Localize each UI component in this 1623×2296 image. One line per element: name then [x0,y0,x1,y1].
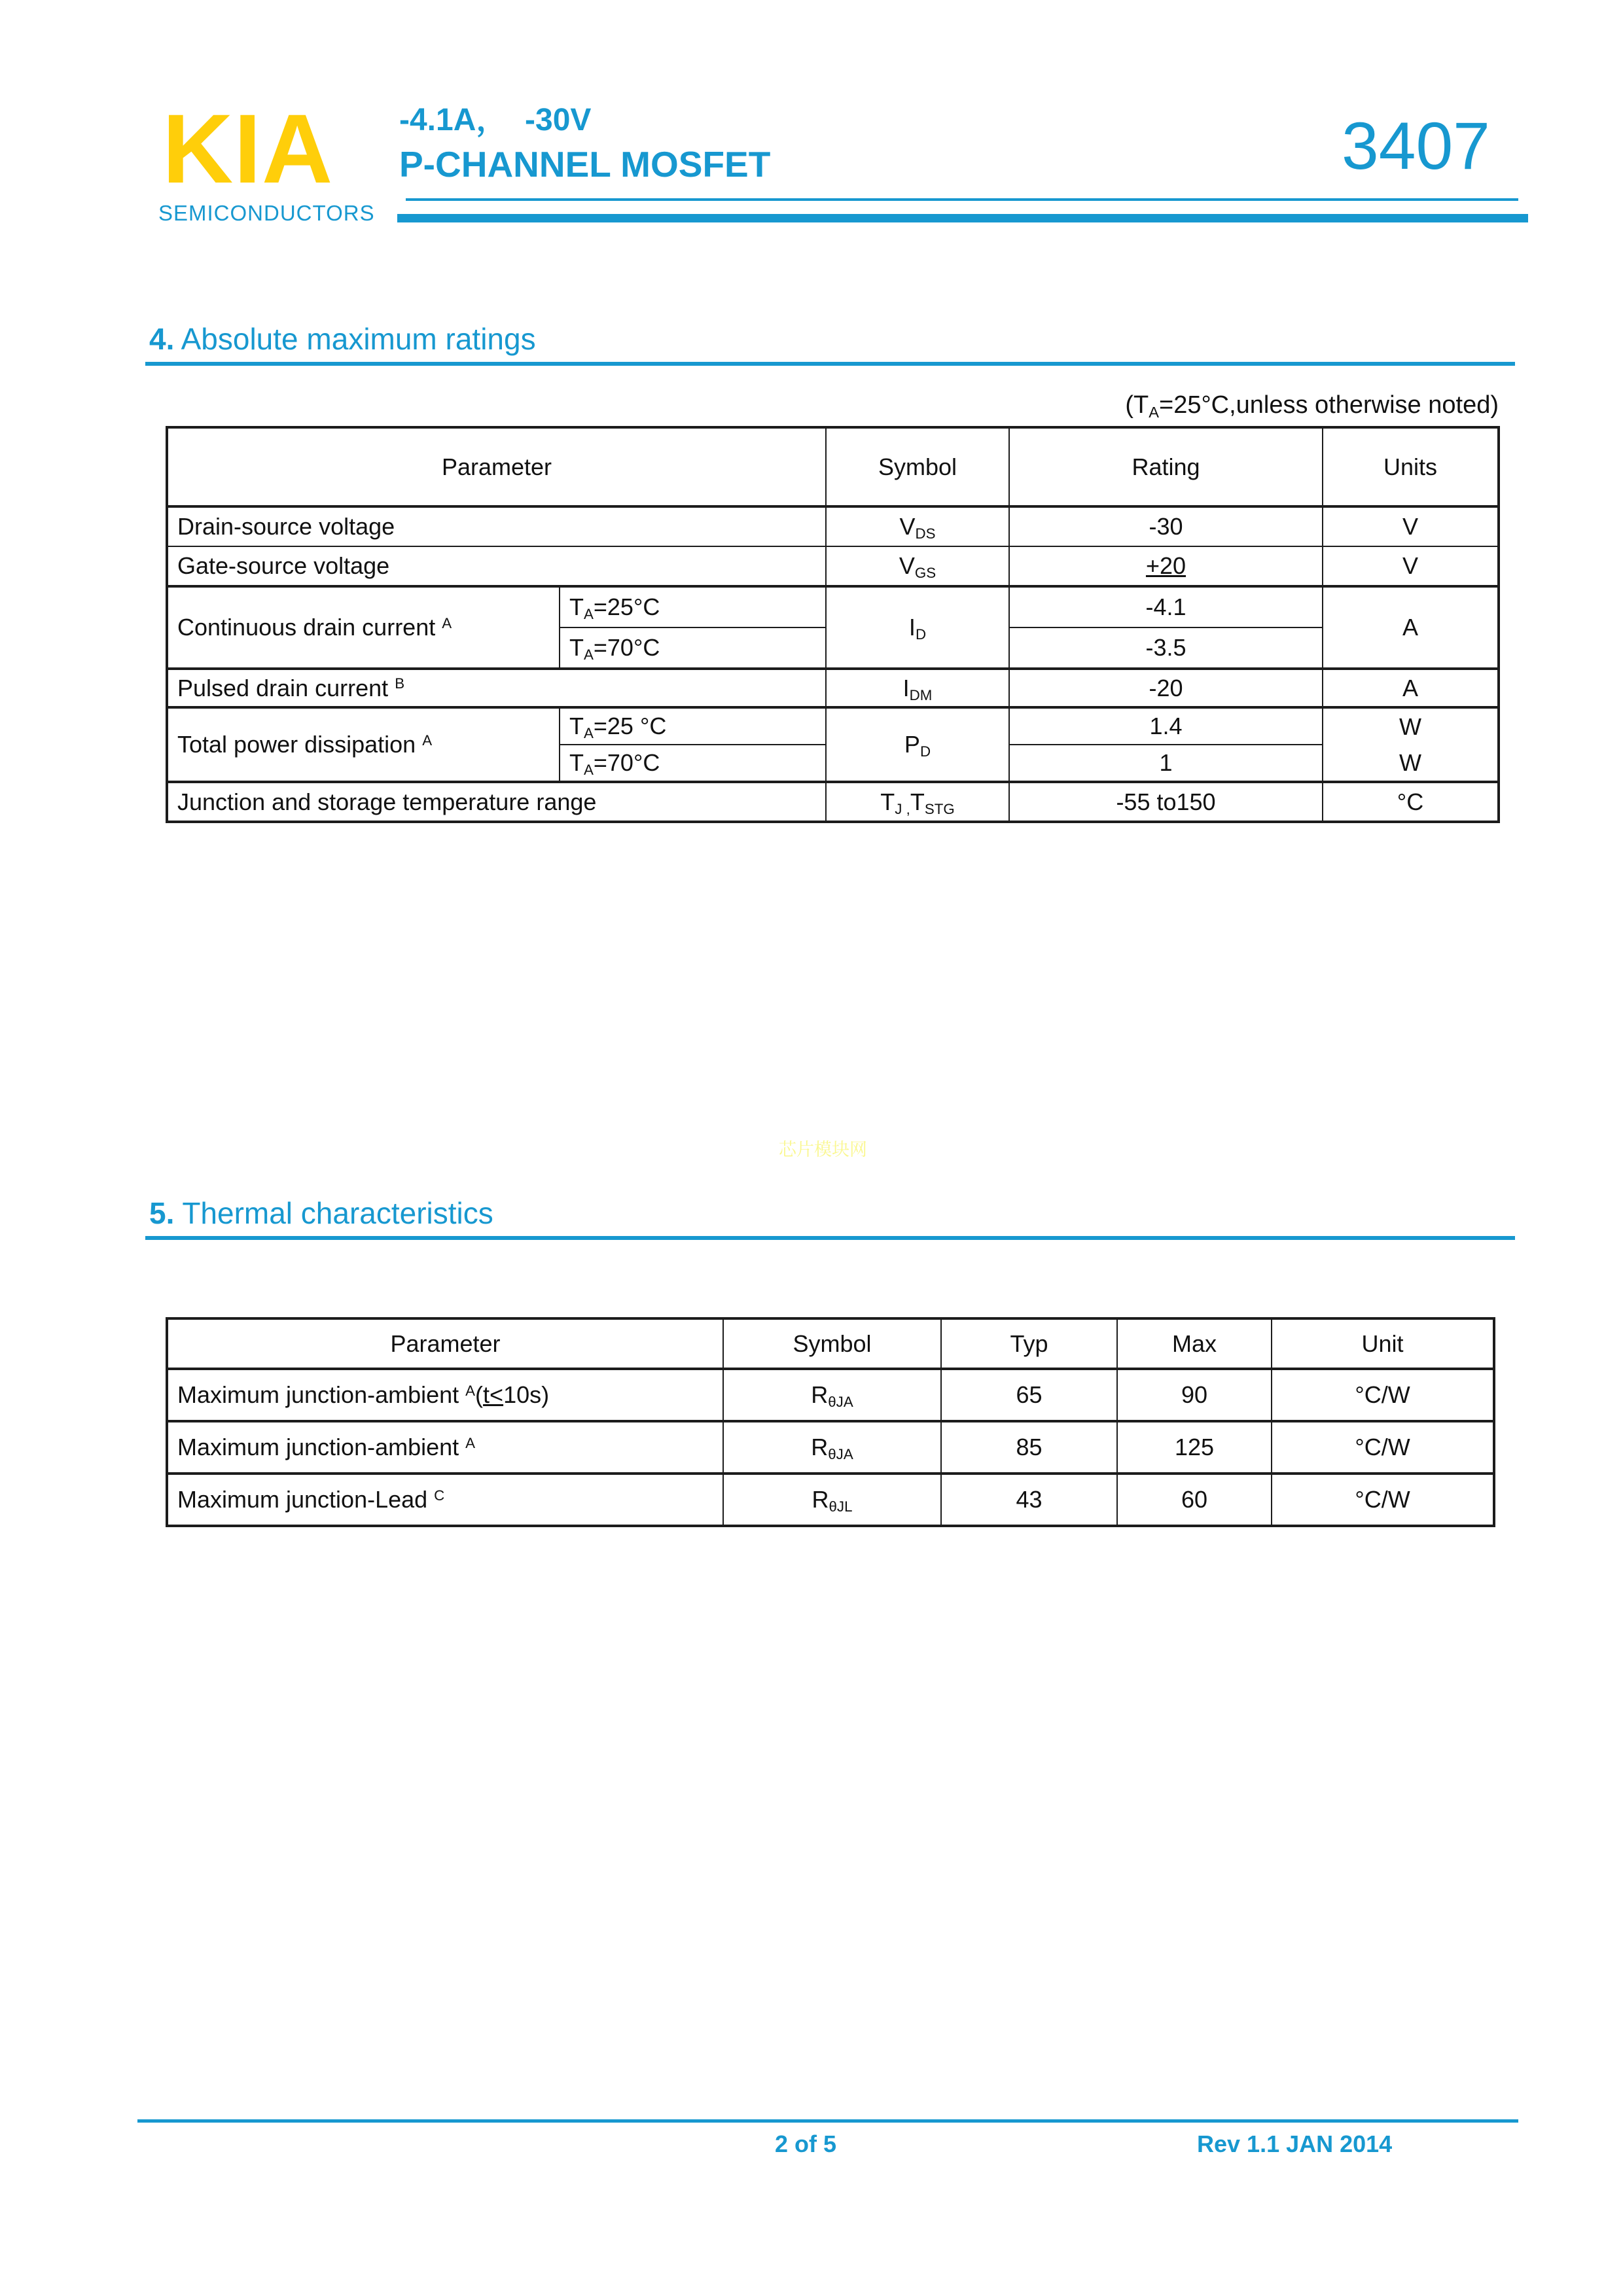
table-row [167,1318,1494,1369]
table-row [167,506,1499,546]
footer-rule [137,2119,1518,2123]
table-row [167,546,1499,586]
section-5-text: Thermal characteristics [174,1196,493,1230]
header-subtitle [399,103,770,184]
table-row [167,782,1499,822]
typ-rthjl: 43 [941,1474,1117,1526]
col-header-symbol: Symbol [826,427,1009,506]
rating-tj: -55 to150 [1009,782,1323,822]
section-5-number: 5. [149,1196,175,1230]
col-header-parameter: Parameter [167,1318,723,1369]
symbol-idm: $I_{DM}$ [826,669,1009,707]
table-row [167,707,1499,745]
max-rthjl: 60 [1117,1474,1272,1526]
table-row [167,586,1499,627]
param-gate-source-voltage: Gate-source voltage [167,546,826,586]
section-5-title [149,1196,493,1231]
param-total-power-dissipation: Total power dissipation $^A$ [167,707,560,782]
typ-rthja-1: 65 [941,1369,1117,1421]
symbol-rthja-2: $R_{\theta JA}$ [723,1421,941,1474]
param-junction-storage-temp: Junction and storage temperature range [167,782,826,822]
table-row [167,1369,1494,1421]
kia-logo: KIA [162,94,334,203]
cond-ta-25b: $T_A=25$ °C [560,707,826,745]
rating-id-70: -3.5 [1009,627,1323,669]
cond-ta-25: $T_A=25^\circ C$ [560,586,826,627]
symbol-tj-tstg: $T_{J ,}T_{STG}$ [826,782,1009,822]
logo-subtext: SEMICONDUCTORS [158,201,375,225]
part-number: 3407 [1342,109,1490,183]
param-junction-ambient-10s: Maximum junction-ambient $^A$(t<10s) [167,1369,723,1421]
rating-pd-25: 1.4 [1009,707,1323,745]
units-pd-70: W [1323,745,1499,782]
max-rthja-1: 90 [1117,1369,1272,1421]
rating-idm: -20 [1009,669,1323,707]
table-row [167,669,1499,707]
param-junction-ambient: Maximum junction-ambient $^A$ [167,1421,723,1474]
symbol-pd: $P_D$ [826,707,1009,782]
footer-page-number: 2 of 5 [774,2130,837,2157]
units-id: A [1323,586,1499,669]
units-pd-25: W [1323,707,1499,745]
col-header-symbol: Symbol [723,1318,941,1369]
rating-id-25: -4.1 [1009,586,1323,627]
absolute-maximum-ratings-table [166,426,1500,823]
cond-ta-70: $T_A=70^\circ C$ [560,627,826,669]
units-vds: V [1323,506,1499,546]
max-rthja-2: 125 [1117,1421,1272,1474]
table-row [167,427,1499,506]
cond-ta-70b: $T_A=70^\circ C$ [560,745,826,782]
header-rule-thick [397,214,1528,222]
section-4-text: Absolute maximum ratings [174,322,536,356]
rating-vds: -30 [1009,506,1323,546]
col-header-units: Units [1323,427,1499,506]
symbol-id: $I_D$ [826,586,1009,669]
section-4-number: 4. [149,322,175,356]
col-header-max: Max [1117,1318,1272,1369]
section-5-underline [145,1236,1515,1240]
table-row [167,1474,1494,1526]
param-drain-source-voltage: Drain-source voltage [167,506,826,546]
symbol-rthja-1: $R_{\theta JA}$ [723,1369,941,1421]
unit-rthjl: °C/W [1272,1474,1494,1526]
unit-rthja-1: °C/W [1272,1369,1494,1421]
col-header-unit: Unit [1272,1318,1494,1369]
section-4-underline [145,362,1515,366]
symbol-rthjl: $R_{\theta JL}$ [723,1474,941,1526]
rating-pd-70: 1 [1009,745,1323,782]
rating-line: -4.1A， -30V [399,103,592,137]
param-continuous-drain-current: Continuous drain current $^A$ [167,586,560,669]
table-row [167,1421,1494,1474]
unit-rthja-2: °C/W [1272,1421,1494,1474]
col-header-parameter: Parameter [167,427,826,506]
watermark-text: 芯片模块网 [779,1140,867,1159]
symbol-vds: $V_{DS}$ [826,506,1009,546]
param-pulsed-drain-current: Pulsed drain current $^B$ [167,669,826,707]
thermal-characteristics-table [166,1317,1495,1527]
footer-revision: Rev 1.1 JAN 2014 [1197,2130,1393,2157]
header-rule-thin [406,198,1518,201]
rating-vgs: +20 [1009,546,1323,586]
abs-note: ($T_A=25^\circ C,unless$ otherwise noted) [1125,391,1499,421]
units-vgs: V [1323,546,1499,586]
col-header-rating: Rating [1009,427,1323,506]
section-4-title [149,322,536,357]
col-header-typ: Typ [941,1318,1117,1369]
symbol-vgs: $V_{GS}$ [826,546,1009,586]
param-junction-lead: Maximum junction-Lead $^C$ [167,1474,723,1526]
units-tj: °C [1323,782,1499,822]
typ-rthja-2: 85 [941,1421,1117,1474]
product-line: P-CHANNEL MOSFET [399,143,771,185]
units-idm: A [1323,669,1499,707]
